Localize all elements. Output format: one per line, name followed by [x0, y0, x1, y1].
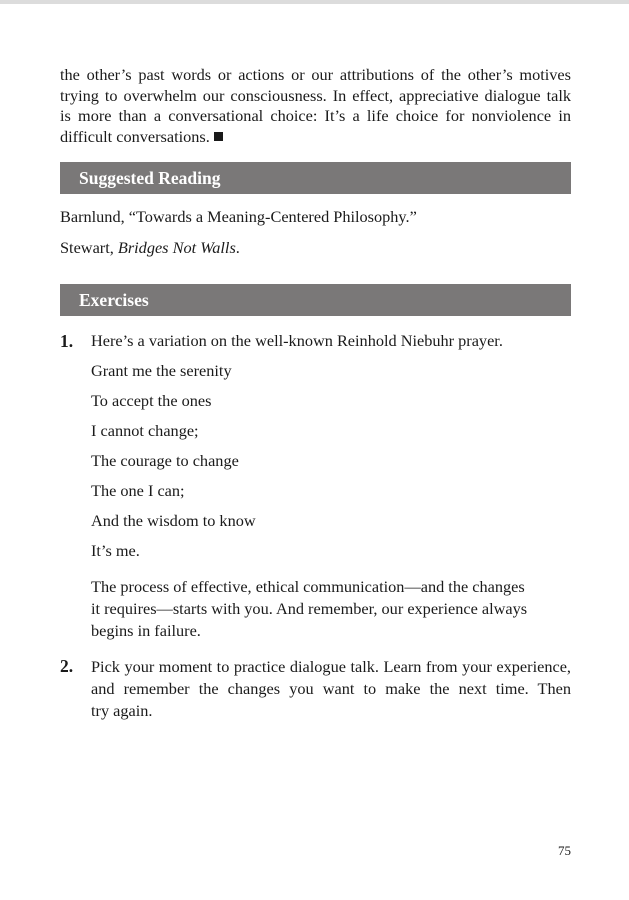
exercise-number-1: 1.	[60, 331, 74, 351]
exercise-2-line: Pick your moment to practice dialogue talk. Learn from your experience,	[91, 657, 571, 676]
exercise-2-line: and remember the changes you want to make the next time. Then	[91, 679, 571, 698]
black-square-icon	[214, 132, 223, 141]
exercise-number-2: 2.	[60, 656, 74, 676]
explanation-line: begins in failure.	[91, 621, 201, 640]
reading-item-barnlund: Barnlund, “Towards a Meaning-Centered Philosophy.”	[60, 207, 417, 226]
intro-line: trying to overwhelm our consciousness. In effect, appreciative dialogue talk	[60, 85, 571, 105]
explanation-line: it requires—starts with you. And remember, our experience always	[91, 599, 528, 618]
poem-line: It’s me.	[91, 541, 140, 560]
exercise-1-intro: Here’s a variation on the well-known Reinhold Niebuhr prayer.	[91, 331, 503, 350]
poem-line: To accept the ones	[91, 391, 212, 410]
intro-line: the other’s past words or actions or our attributions of the other’s motives	[60, 65, 571, 84]
exercise-2-line: try again.	[91, 701, 153, 720]
reading-author: Stewart,	[60, 238, 118, 257]
suggested-reading-heading: Suggested Reading	[60, 162, 571, 194]
poem-line: The courage to change	[91, 451, 239, 470]
reading-title: Bridges Not Walls	[117, 238, 236, 257]
exercises-heading: Exercises	[60, 284, 571, 316]
poem-line: The one I can;	[91, 481, 185, 500]
reading-end: .	[235, 238, 240, 257]
intro-paragraph	[60, 65, 571, 147]
top-edge-shade	[0, 0, 629, 4]
explanation-line: The process of effective, ethical communication—and the changes	[91, 577, 525, 596]
page-number: 75	[558, 843, 571, 858]
poem-line: I cannot change;	[91, 421, 199, 440]
reading-item-stewart	[60, 238, 240, 258]
exercise-2-text	[91, 656, 571, 722]
poem-line: Grant me the serenity	[91, 361, 232, 380]
intro-line	[60, 127, 571, 148]
poem-line: And the wisdom to know	[91, 511, 256, 530]
intro-line: is more than a conversational choice: It’s a life choice for nonviolence in	[60, 106, 571, 125]
intro-line-text: difficult conversations.	[60, 126, 210, 146]
exercise-1-explanation	[91, 576, 551, 642]
